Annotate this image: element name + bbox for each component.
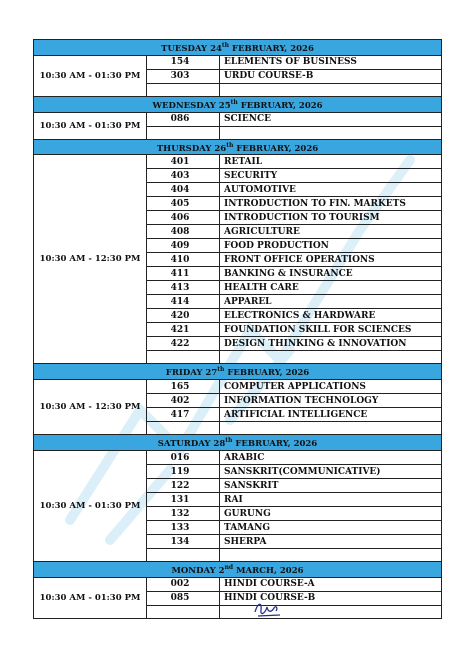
- subject-code: 132: [147, 507, 220, 521]
- subject-name: BANKING & INSURANCE: [220, 267, 442, 281]
- day-header-row: [34, 435, 442, 451]
- subject-code: 165: [147, 380, 220, 394]
- day-ordinal: th: [225, 437, 233, 445]
- day-header: [34, 40, 442, 56]
- subject-code: 134: [147, 535, 220, 549]
- subject-row: [34, 55, 442, 69]
- day-month-year: FEBRUARY, 2026: [232, 439, 318, 450]
- subject-name: SANSKRIT: [220, 479, 442, 493]
- subject-name: RAI: [220, 493, 442, 507]
- exam-time: 10:30 AM - 12:30 PM: [34, 155, 147, 364]
- day-header-row: [34, 96, 442, 112]
- subject-name: INFORMATION TECHNOLOGY: [220, 394, 442, 408]
- subject-name: FOOD PRODUCTION: [220, 239, 442, 253]
- day-month-year: MARCH, 2026: [233, 565, 304, 576]
- subject-name: ELECTRONICS & HARDWARE: [220, 309, 442, 323]
- subject-name: INTRODUCTION TO TOURISM: [220, 211, 442, 225]
- day-title: MONDAY 2: [171, 565, 225, 576]
- subject-name: GURUNG: [220, 507, 442, 521]
- subject-code: 122: [147, 479, 220, 493]
- day-ordinal: th: [221, 42, 230, 49]
- subject-name: COMPUTER APPLICATIONS: [220, 380, 442, 394]
- subject-name: HINDI COURSE-A: [220, 577, 442, 591]
- subject-name: SANSKRIT(COMMUNICATIVE): [220, 465, 442, 479]
- day-month-year: FEBRUARY, 2026: [237, 100, 323, 111]
- day-ordinal: th: [217, 366, 225, 374]
- subject-name: SCIENCE: [220, 112, 442, 126]
- subject-row: [34, 112, 442, 126]
- exam-schedule-table: [33, 39, 442, 619]
- subject-name: URDU COURSE-B: [220, 69, 442, 83]
- subject-code: 085: [147, 591, 220, 605]
- exam-time: 10:30 AM - 01:30 PM: [34, 55, 147, 96]
- blank-cell: [147, 422, 220, 435]
- subject-code: 119: [147, 465, 220, 479]
- day-header: [34, 139, 442, 155]
- exam-time: 10:30 AM - 01:30 PM: [34, 112, 147, 139]
- blank-cell: [147, 605, 220, 618]
- day-month-year: FEBRUARY, 2026: [224, 368, 310, 379]
- day-header: [34, 562, 442, 578]
- day-title: THURSDAY 26: [156, 143, 227, 154]
- day-ordinal: th: [230, 98, 238, 106]
- subject-name: HINDI COURSE-B: [220, 591, 442, 605]
- subject-code: 408: [147, 225, 220, 239]
- subject-name: HEALTH CARE: [220, 281, 442, 295]
- day-title: SATURDAY 28: [157, 439, 226, 450]
- subject-name: RETAIL: [220, 155, 442, 169]
- exam-time: 10:30 AM - 01:30 PM: [34, 577, 147, 618]
- subject-code: 002: [147, 577, 220, 591]
- day-title: WEDNESDAY 25: [152, 100, 231, 111]
- datesheet: [33, 39, 441, 619]
- subject-code: 086: [147, 112, 220, 126]
- day-month-year: FEBRUARY, 2026: [233, 143, 319, 154]
- subject-row: [34, 380, 442, 394]
- subject-code: 422: [147, 337, 220, 351]
- subject-row: [34, 155, 442, 169]
- subject-code: 417: [147, 408, 220, 422]
- subject-name: SECURITY: [220, 169, 442, 183]
- day-header: [34, 435, 442, 451]
- day-header-row: [34, 364, 442, 380]
- day-header-row: [34, 139, 442, 155]
- subject-code: 016: [147, 451, 220, 465]
- subject-name: ELEMENTS OF BUSINESS: [220, 55, 442, 69]
- day-ordinal: th: [226, 141, 234, 149]
- blank-cell: [220, 422, 442, 435]
- day-header: [34, 96, 442, 112]
- subject-row: [34, 577, 442, 591]
- day-month-year: FEBRUARY, 2026: [229, 43, 314, 54]
- blank-cell: [220, 83, 442, 96]
- subject-code: 131: [147, 493, 220, 507]
- day-title: FRIDAY 27: [165, 368, 218, 379]
- day-title: TUESDAY 24: [161, 43, 222, 54]
- exam-time: 10:30 AM - 01:30 PM: [34, 451, 147, 562]
- subject-code: 410: [147, 253, 220, 267]
- day-header: [34, 364, 442, 380]
- subject-name: AUTOMOTIVE: [220, 183, 442, 197]
- day-header-row: [34, 562, 442, 578]
- subject-code: 402: [147, 394, 220, 408]
- subject-name: FOUNDATION SKILL FOR SCIENCES: [220, 323, 442, 337]
- subject-name: SHERPA: [220, 535, 442, 549]
- subject-name: INTRODUCTION TO FIN. MARKETS: [220, 197, 442, 211]
- subject-code: 133: [147, 521, 220, 535]
- blank-cell: [147, 126, 220, 139]
- subject-name: AGRICULTURE: [220, 225, 442, 239]
- subject-name: TAMANG: [220, 521, 442, 535]
- exam-time: 10:30 AM - 12:30 PM: [34, 380, 147, 435]
- subject-code: 405: [147, 197, 220, 211]
- day-header-row: [34, 40, 442, 56]
- blank-cell: [147, 351, 220, 364]
- subject-name: FRONT OFFICE OPERATIONS: [220, 253, 442, 267]
- signature-mark: [252, 596, 284, 620]
- subject-name: DESIGN THINKING & INNOVATION: [220, 337, 442, 351]
- subject-code: 406: [147, 211, 220, 225]
- subject-code: 414: [147, 295, 220, 309]
- blank-cell: [220, 549, 442, 562]
- subject-name: ARABIC: [220, 451, 442, 465]
- blank-cell: [147, 549, 220, 562]
- subject-code: 154: [147, 55, 220, 69]
- day-ordinal: nd: [224, 564, 234, 572]
- subject-code: 411: [147, 267, 220, 281]
- subject-code: 421: [147, 323, 220, 337]
- subject-code: 420: [147, 309, 220, 323]
- subject-code: 404: [147, 183, 220, 197]
- blank-cell: [147, 83, 220, 96]
- subject-row: [34, 451, 442, 465]
- subject-code: 409: [147, 239, 220, 253]
- subject-code: 303: [147, 69, 220, 83]
- subject-code: 403: [147, 169, 220, 183]
- blank-cell: [220, 351, 442, 364]
- subject-code: 401: [147, 155, 220, 169]
- subject-name: ARTIFICIAL INTELLIGENCE: [220, 408, 442, 422]
- subject-name: APPAREL: [220, 295, 442, 309]
- blank-cell: [220, 126, 442, 139]
- subject-code: 413: [147, 281, 220, 295]
